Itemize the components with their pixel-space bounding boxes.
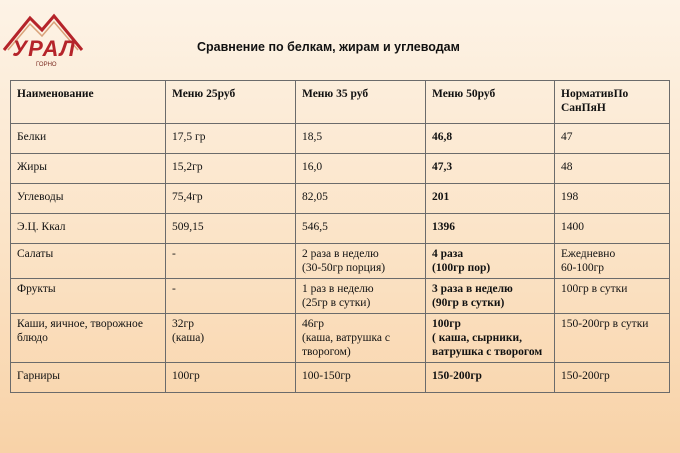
cell-line: 2 раза в неделю <box>302 248 379 260</box>
cell-menu-35 <box>296 314 426 363</box>
table-row <box>11 363 670 393</box>
cell-item-name <box>11 244 166 279</box>
cell-menu-25 <box>166 244 296 279</box>
header-menu-35: Меню 35 руб <box>296 81 426 124</box>
table-row <box>11 124 670 154</box>
cell-line: 47,3 <box>432 161 453 173</box>
cell-line: 150-200гр <box>432 370 482 382</box>
cell-menu-25 <box>166 184 296 214</box>
cell-menu-35 <box>296 124 426 154</box>
cell-line: Салаты <box>17 248 54 260</box>
table-header-row <box>11 81 670 124</box>
cell-menu-35 <box>296 363 426 393</box>
header-menu-50: Меню 50руб <box>426 81 555 124</box>
cell-line: 18,5 <box>302 131 323 143</box>
cell-line: Фрукты <box>17 283 56 295</box>
cell-line: 15,2гр <box>172 161 203 173</box>
page-title: Сравнение по белкам, жирам и углеводам <box>197 40 460 54</box>
cell-line: 82,05 <box>302 191 328 203</box>
cell-line: (каша, ватрушка с <box>302 332 391 344</box>
cell-line: 47 <box>561 131 573 143</box>
cell-line: 60-100гр <box>561 262 605 274</box>
cell-norm <box>555 279 670 314</box>
cell-norm <box>555 363 670 393</box>
cell-item-name <box>11 154 166 184</box>
cell-line: 16,0 <box>302 161 323 173</box>
cell-line: 46,8 <box>432 131 453 143</box>
cell-line: ( каша, сырники, <box>432 332 522 344</box>
cell-norm <box>555 244 670 279</box>
cell-line: 4 раза <box>432 248 464 260</box>
cell-norm <box>555 314 670 363</box>
cell-menu-25 <box>166 314 296 363</box>
cell-line: 198 <box>561 191 579 203</box>
table-row <box>11 214 670 244</box>
nutrition-comparison-table <box>10 80 670 393</box>
cell-menu-50 <box>426 244 555 279</box>
cell-line: 100гр в сутки <box>561 283 628 295</box>
cell-line: - <box>172 283 176 295</box>
cell-line: Жиры <box>17 161 47 173</box>
cell-line: 100-150гр <box>302 370 351 382</box>
cell-menu-35 <box>296 214 426 244</box>
cell-item-name <box>11 363 166 393</box>
cell-line: 46гр <box>302 318 324 330</box>
cell-line: 1 раз в неделю <box>302 283 374 295</box>
cell-item-name <box>11 184 166 214</box>
cell-line: 1396 <box>432 221 455 233</box>
cell-line: творогом) <box>302 346 351 358</box>
cell-line: 3 раза в неделю <box>432 283 513 295</box>
table-row <box>11 154 670 184</box>
logo-subtext: ГОРНО <box>36 62 57 68</box>
cell-line: Э.Ц. Ккал <box>17 221 66 233</box>
cell-line: 150-200гр <box>561 370 610 382</box>
header-menu-25: Меню 25руб <box>166 81 296 124</box>
table-row <box>11 184 670 214</box>
cell-norm <box>555 214 670 244</box>
cell-line: (каша) <box>172 332 205 344</box>
header-norm: НормативПо СанПяН <box>555 81 670 124</box>
cell-item-name <box>11 214 166 244</box>
cell-line: Каши, яичное, творожное <box>17 318 143 330</box>
cell-norm <box>555 124 670 154</box>
cell-line: блюдо <box>17 332 48 344</box>
cell-menu-35 <box>296 154 426 184</box>
cell-item-name <box>11 314 166 363</box>
cell-menu-25 <box>166 363 296 393</box>
cell-menu-50 <box>426 214 555 244</box>
cell-line: 75,4гр <box>172 191 203 203</box>
cell-menu-50 <box>426 184 555 214</box>
cell-line: 150-200гр в сутки <box>561 318 649 330</box>
cell-line: Гарниры <box>17 370 61 382</box>
cell-line: 17,5 гр <box>172 131 206 143</box>
logo-text: УРАЛ <box>12 36 76 61</box>
cell-line: 546,5 <box>302 221 328 233</box>
cell-menu-50 <box>426 363 555 393</box>
table-row <box>11 314 670 363</box>
table-row <box>11 279 670 314</box>
cell-line: Ежедневно <box>561 248 616 260</box>
header-name: Наименование <box>11 81 166 124</box>
cell-menu-25 <box>166 279 296 314</box>
cell-line: 32гр <box>172 318 194 330</box>
cell-line: (90гр в сутки) <box>432 297 505 309</box>
cell-line: 100гр <box>172 370 200 382</box>
cell-line: Белки <box>17 131 47 143</box>
table-row <box>11 244 670 279</box>
ural-logo <box>2 10 84 74</box>
cell-line: - <box>172 248 176 260</box>
cell-line: 48 <box>561 161 573 173</box>
cell-menu-25 <box>166 154 296 184</box>
cell-line: (30-50гр порция) <box>302 262 386 274</box>
cell-menu-25 <box>166 124 296 154</box>
cell-menu-50 <box>426 154 555 184</box>
cell-line: (25гр в сутки) <box>302 297 371 309</box>
cell-menu-35 <box>296 244 426 279</box>
cell-item-name <box>11 124 166 154</box>
cell-menu-50 <box>426 279 555 314</box>
cell-line: 509,15 <box>172 221 204 233</box>
cell-norm <box>555 184 670 214</box>
cell-norm <box>555 154 670 184</box>
cell-menu-35 <box>296 279 426 314</box>
cell-line: 100гр <box>432 318 461 330</box>
cell-line: (100гр пор) <box>432 262 491 274</box>
cell-menu-25 <box>166 214 296 244</box>
cell-menu-35 <box>296 184 426 214</box>
cell-item-name <box>11 279 166 314</box>
cell-line: 201 <box>432 191 450 203</box>
cell-line: ватрушка с творогом <box>432 346 543 358</box>
cell-menu-50 <box>426 124 555 154</box>
cell-menu-50 <box>426 314 555 363</box>
cell-line: Углеводы <box>17 191 64 203</box>
cell-line: 1400 <box>561 221 584 233</box>
